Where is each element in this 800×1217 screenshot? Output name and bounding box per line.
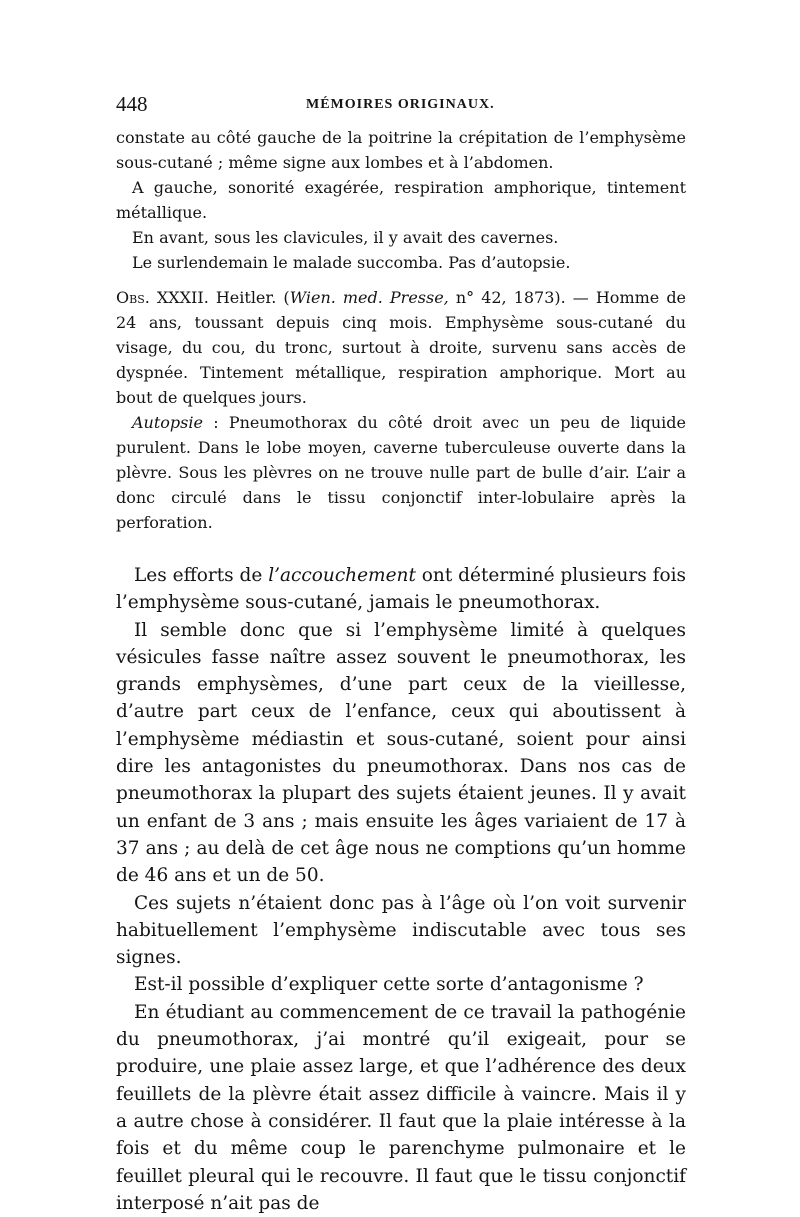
paragraph: Est-il possible d’expliquer cette sorte d’antagonisme ? — [134, 974, 644, 996]
running-head: MÉMOIRES ORIGINAUX. — [306, 97, 495, 112]
observation-author: Heitler. ( — [215, 288, 290, 307]
paragraph: constate au côté gauche de la poitrine la crépitation de l’emphysème sous-cutané ; même signe aux lombes et à l’abdomen. — [116, 128, 686, 172]
autopsy-text: : Pneumothorax du côté droit avec un peu de liquide purulent. Dans le lobe moyen, caverne tuberculeuse ouverte dans la plèvre. Sous les plèvres on ne trouve nulle part de bulle d’air. L’air a donc circulé dans le tissu conjonctif inter-lobulaire après la perforation. — [116, 413, 686, 532]
large-type-block — [116, 562, 686, 1217]
paragraph: En étudiant au commencement de ce travail la pathogénie du pneumothorax, j’ai montré qu’il exigeait, pour se produire, une plaie assez large, et que l’adhérence des deux feuillets de la plèvre était assez difficile à vaincre. Mais il y a autre chose à considérer. Il faut que la plaie intéresse à la fois et du même coup le parenchyme pulmonaire et le feuillet pleural qui le recouvre. Il faut que le tissu conjonctif interposé n’ait pas de — [116, 1001, 686, 1214]
paragraph: Le surlendemain le malade succomba. Pas d’autopsie. — [132, 253, 571, 272]
paragraph: Il semble donc que si l’emphysème limité à quelques vésicules fasse naître assez souvent le pneumothorax, les grands emphysèmes, d’une part ceux de la vieillesse, d’autre part ceux de l’enfance, ceux qui aboutissent à l’emphysème médiastin et sous-cutané, soient pour ainsi dire les antagonistes du pneumothorax. Dans nos cas de pneumothorax la plupart des sujets étaient jeunes. Il y avait un enfant de 3 ans ; mais ensuite les âges variaient de 17 à 37 ans ; au delà de cet âge nous ne comptions qu’un homme de 46 ans et un de 50. — [116, 619, 686, 887]
small-type-block — [116, 125, 686, 535]
paragraph: A gauche, sonorité exagérée, respiration amphorique, tintement métallique. — [116, 178, 686, 222]
autopsy-label: Autopsie — [132, 413, 203, 432]
page-number: 448 — [116, 92, 148, 116]
text-run: Les efforts de — [134, 565, 269, 586]
paragraph: Ces sujets n’étaient donc pas à l’âge où l’on voit survenir habituellement l’emphysème indiscutable avec tous ses signes. — [116, 892, 686, 969]
journal-title: Wien. med. Presse, — [289, 288, 449, 307]
paragraph — [116, 562, 686, 617]
observation-text: n° 42, 1873). — Homme de 24 ans, toussant depuis cinq mois. Emphysème sous-cutané du visage, du cou, du tronc, surtout à droite, survenu sans accès de dyspnée. Tintement métallique, respiration amphorique. Mort au bout de quelques jours. — [116, 288, 687, 407]
autopsy-paragraph — [116, 410, 686, 535]
text-run: ont déterminé plusieurs fois l’emphysème sous-cutané, jamais le pneumothorax. — [116, 565, 686, 614]
italic-term: l’accouchement — [268, 565, 416, 586]
page-header — [116, 92, 686, 122]
observation-label: Obs. XXXII. — [116, 288, 209, 307]
observation-paragraph — [116, 285, 686, 410]
paragraph: En avant, sous les clavicules, il y avait des cavernes. — [132, 228, 559, 247]
